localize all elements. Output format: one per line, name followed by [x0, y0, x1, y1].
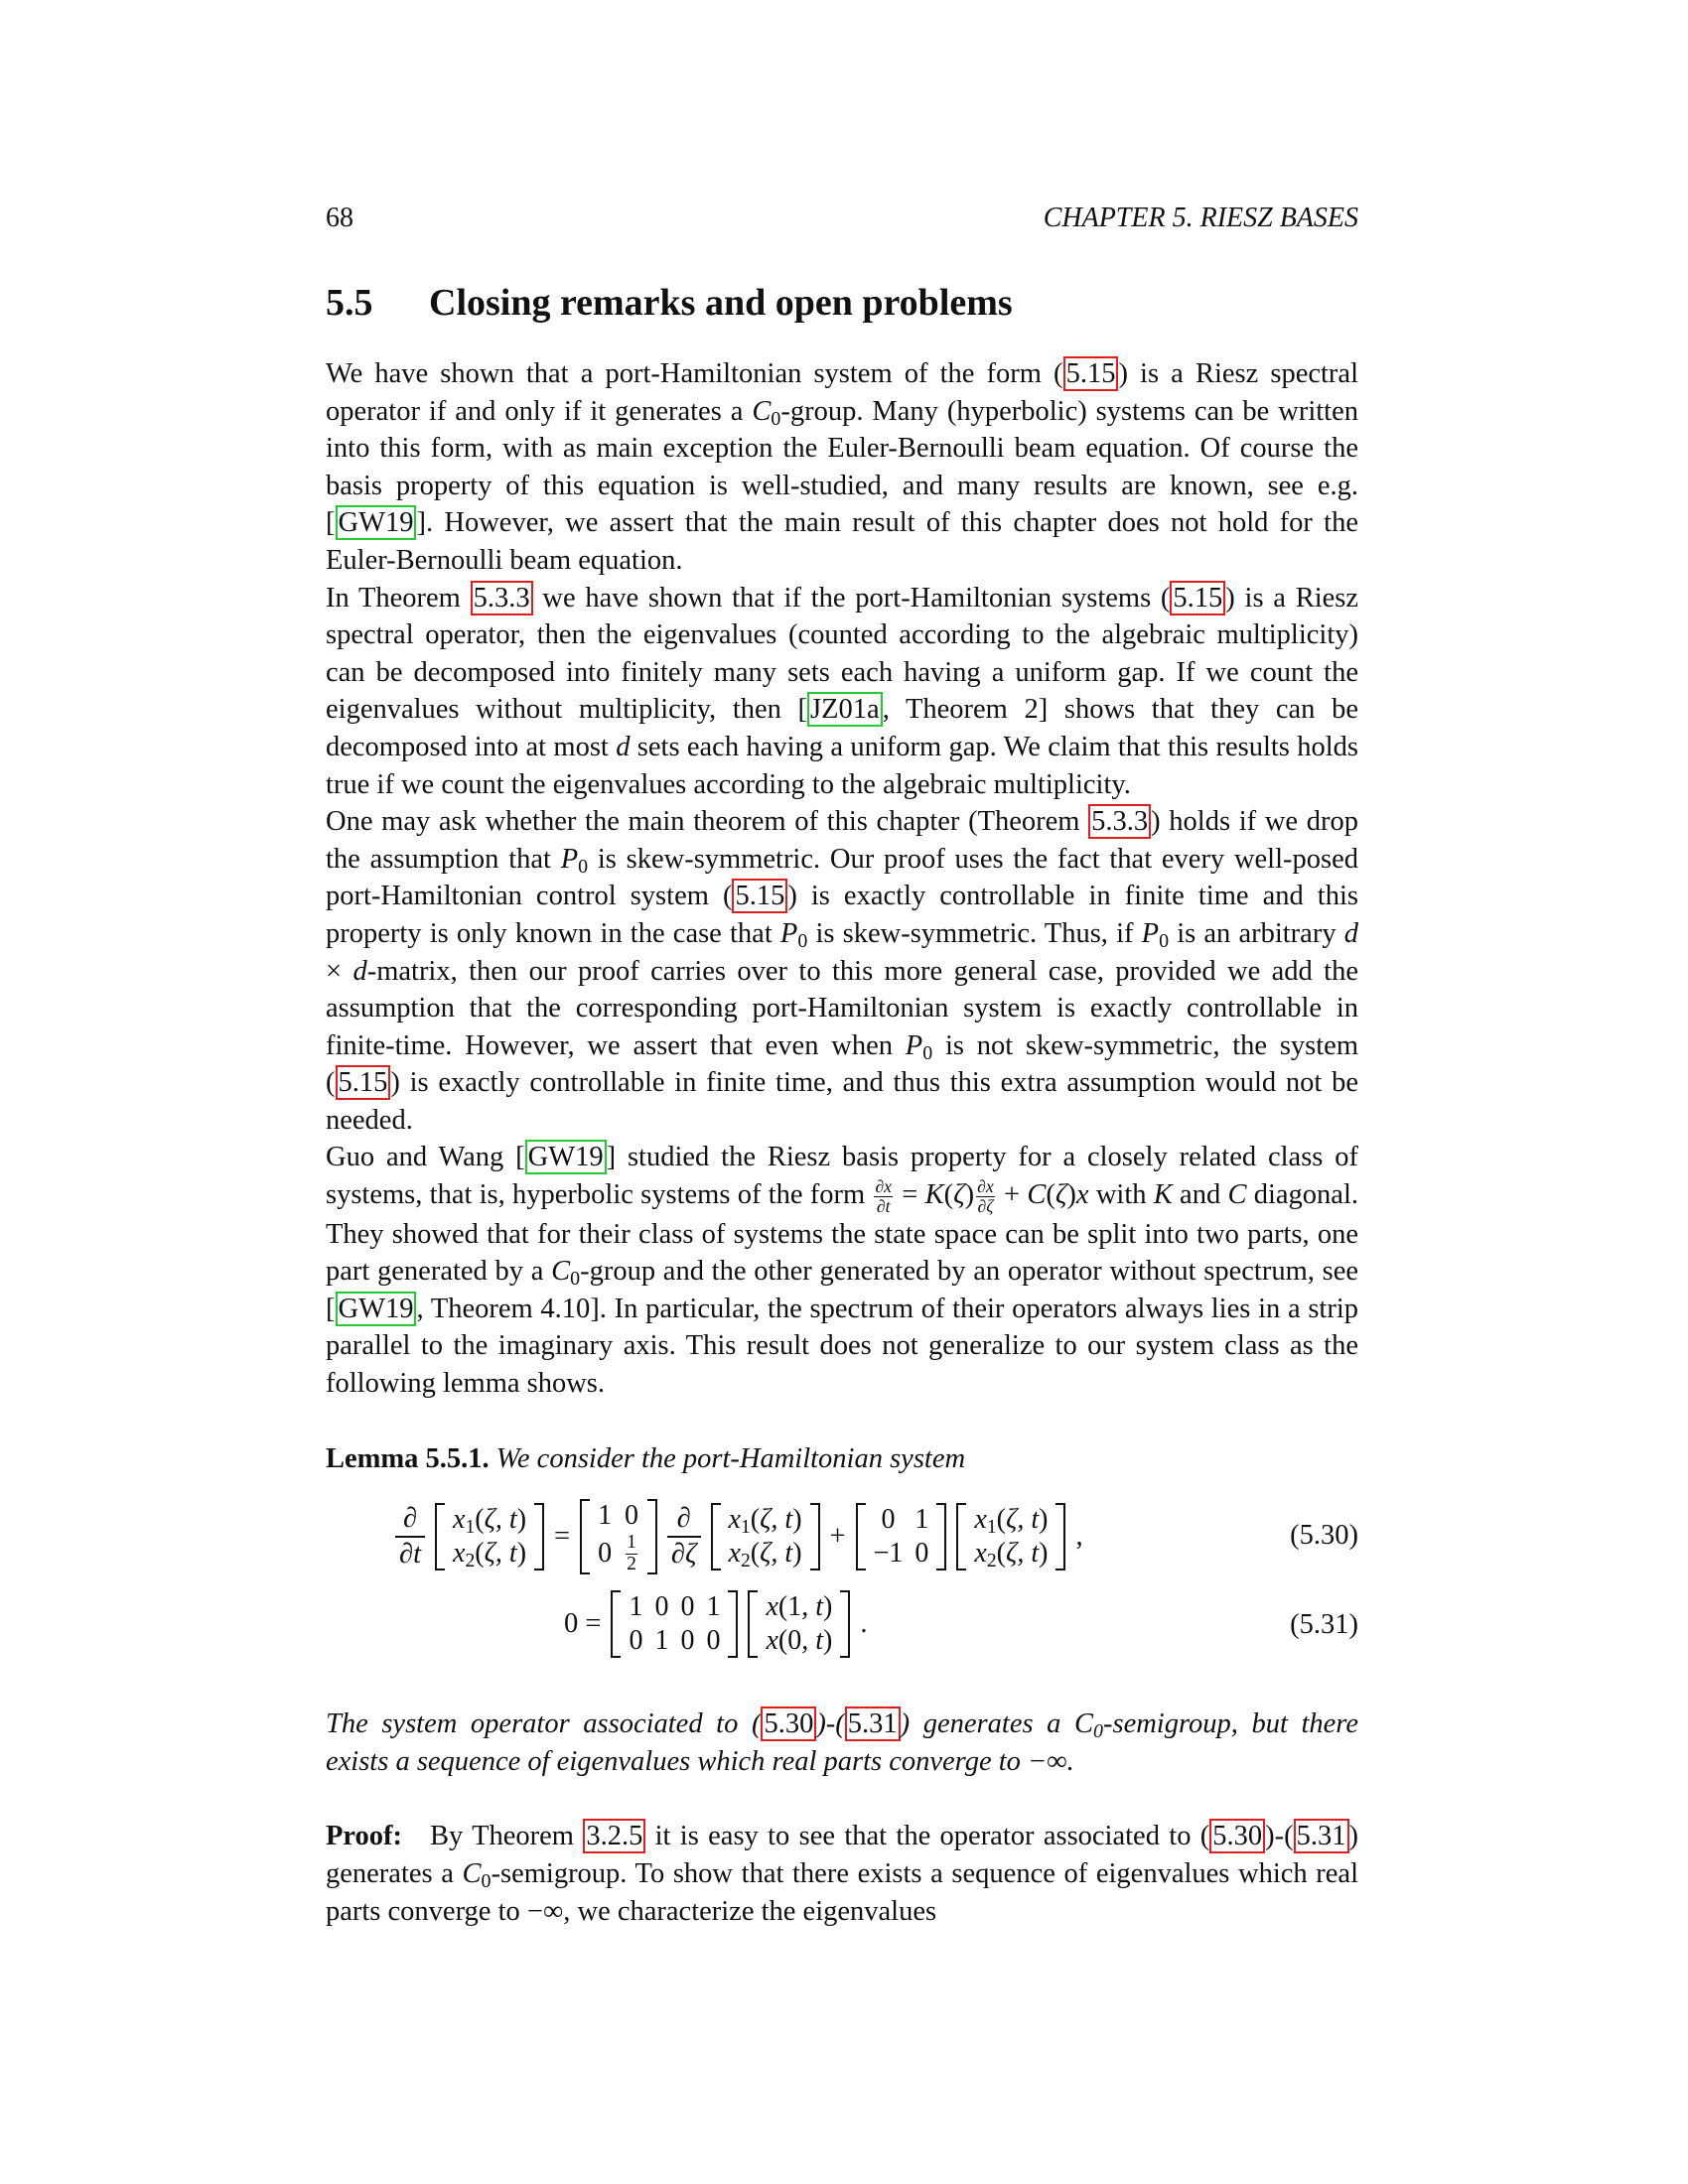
lemma-conclusion: The system operator associated to ( 5.30 )-( 5.31 ) generates a $C_0$-semigroup, but there exists a sequence of eigenvalues which real parts converge to −∞. [326, 1708, 1358, 1777]
equation-block [326, 1495, 1358, 1684]
ref-eq-5-15-d[interactable]: 5.15 [336, 1065, 391, 1100]
lemma [326, 1440, 1358, 1478]
page-number: 68 [326, 203, 353, 233]
ref-thm-5-3-3-b[interactable]: 5.3.3 [1088, 804, 1151, 839]
ref-thm-5-3-3[interactable]: 5.3.3 [471, 581, 533, 615]
ref-eq-5-15-b[interactable]: 5.15 [1170, 581, 1225, 615]
running-head [326, 199, 1358, 238]
cite-gw19[interactable]: GW19 [336, 505, 417, 540]
proof-label: Proof: [326, 1821, 403, 1852]
ref-eq-5-31-b[interactable]: 5.31 [1294, 1819, 1349, 1853]
paragraph-2: In Theorem 5.3.3 we have shown that if the port-Hamiltonian systems ( 5.15 ) is a Riesz spectral operator, then the eigenvalues (counted according to the algebraic multiplicity) can be decomposed into finitely many sets each having a uniform gap. If we count the eigenvalues without multiplicity, then [ JZ01a , Theorem 2] shows that they can be decomposed into at most d sets each having a uniform gap. We claim that this results holds true if we count the eigenvalues according to the algebraic multiplicity. [326, 582, 1359, 800]
equation-5-30: ∂ ∂t $x_1(\zeta$, t) $x_2(\zeta$, t) = 1 0 0 $\frac{1}{2}$ ∂ ∂ζ $x_1(\zeta$, t) $x_2(\zeta$, t) + 0 1 −1 0 $x_1(\zeta$, t) $x_2(\zeta$, t) , (5.30) [326, 1495, 1358, 1584]
cite-gw19-b[interactable]: GW19 [525, 1140, 607, 1174]
cite-gw19-c[interactable]: GW19 [336, 1292, 417, 1326]
ref-eq-5-15[interactable]: 5.15 [1063, 356, 1119, 391]
ref-eq-5-30[interactable]: 5.30 [761, 1706, 816, 1741]
paragraph-1: We have shown that a port-Hamiltonian system of the form ( 5.15 ) is a Riesz spectral operator if and only if it generates a $C_0$-group. Many (hyperbolic) systems can be written into this form, with as main exception the Euler-Bernoulli beam equation. Of course the basis property of this equation is well-studied, and many results are known, see e.g. [ GW19 ]. However, we assert that the main result of this chapter does not hold for the Euler-Bernoulli beam equation. [326, 358, 1358, 576]
lemma-statement: We consider the port-Hamiltonian system [495, 1442, 966, 1474]
proof-paragraph: Proof: By Theorem 3.2.5 it is easy to see that the operator associated to ( 5.30 )-( 5.31 ) generates a $C_0$-semigroup. To show that there exists a sequence of eigenvalues which real parts converge to −∞, we characterize the eigenvalues [326, 1821, 1359, 1927]
equation-number-5-30: (5.30) [1290, 1520, 1358, 1552]
equation-number-5-31: (5.31) [1290, 1609, 1358, 1641]
paragraph-4: Guo and Wang [ GW19 ] studied the Riesz basis property for a closely related class of systems, that is, hyperbolic systems of the form $\frac{\partial x}{\partial t}$ = K(ζ) $\frac{\partial x}{\partial\zeta}$ + C(ζ)x with K and C diagonal. They showed that for their class of systems the state space can be split into two parts, one part generated by a $C_0$-group and the other generated by an operator without spectrum, see [ GW19 , Theorem 4.10]. In particular, the spectrum of their operators always lies in a strip parallel to the imaginary axis. This result does not generalize to our system class as the following lemma shows. [326, 1142, 1358, 1399]
section-title: Closing remarks and open problems [429, 282, 1013, 324]
section-heading [326, 278, 1013, 328]
ref-eq-5-30-b[interactable]: 5.30 [1209, 1819, 1265, 1853]
cite-jz01a[interactable]: JZ01a [807, 692, 883, 727]
paper-page [326, 0, 1358, 2184]
body-text [326, 355, 1358, 1930]
section-number: 5.5 [326, 282, 373, 324]
ref-thm-3-2-5[interactable]: 3.2.5 [583, 1819, 645, 1853]
equation-5-31: 0 = 1 0 0 1 0 1 0 0 x(1, t) x(0, t) . (5.31) [564, 1591, 1358, 1657]
paragraph-3: One may ask whether the main theorem of this chapter (Theorem 5.3.3 ) holds if we drop the assumption that $P_0$ is skew-symmetric. Our proof uses the fact that every well-posed port-Hamiltonian control system ( 5.15 ) is exactly controllable in finite time and this property is only known in the case that $P_0$ is skew-symmetric. Thus, if $P_0$ is an arbitrary d × d-matrix, then our proof carries over to this more general case, provided we add the assumption that the corresponding port-Hamiltonian system is exactly controllable in finite-time. However, we assert that even when $P_0$ is not skew-symmetric, the system ( 5.15 ) is exactly controllable in finite time, and thus this extra assumption would not be needed. [326, 806, 1359, 1136]
ref-eq-5-31[interactable]: 5.31 [845, 1706, 901, 1741]
ref-eq-5-15-c[interactable]: 5.15 [732, 879, 787, 913]
lemma-label: Lemma 5.5.1. [326, 1442, 490, 1474]
chapter-title: CHAPTER 5. RIESZ BASES [1043, 203, 1358, 233]
